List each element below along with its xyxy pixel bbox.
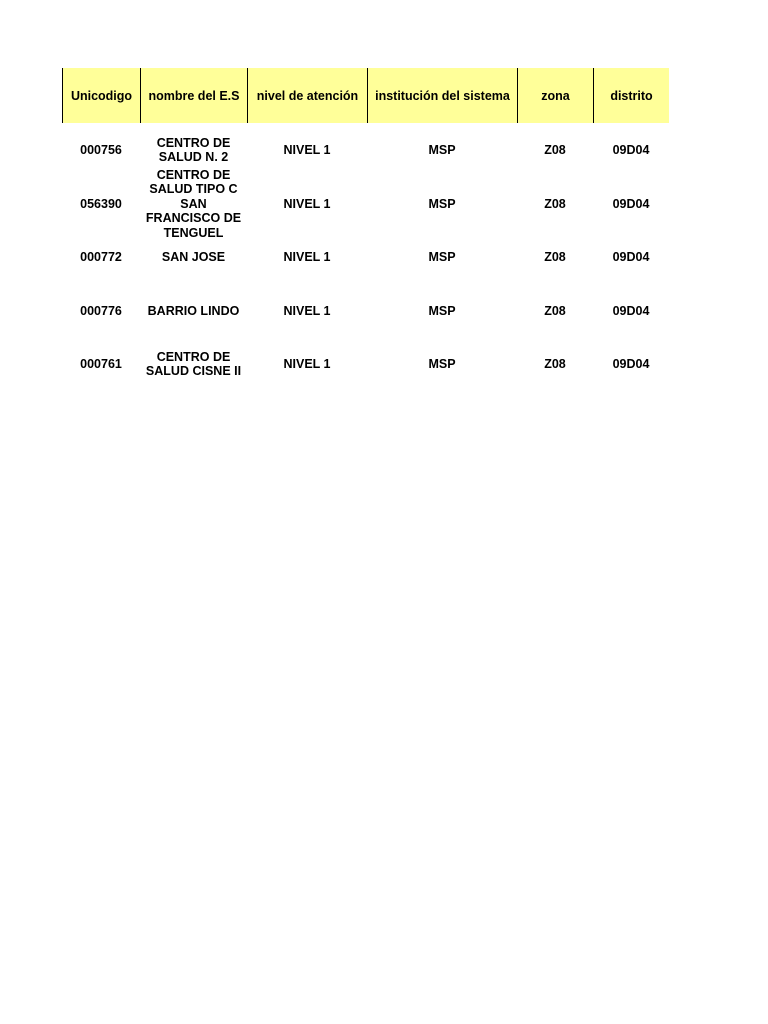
- cell-unicodigo: 000772: [80, 250, 122, 264]
- cell-zona: Z08: [544, 303, 566, 318]
- header-row: [62, 68, 669, 123]
- header-distrito: distrito: [593, 68, 669, 123]
- header-institucion: institución del sistema: [367, 68, 517, 123]
- header-nombre: nombre del E.S: [140, 68, 247, 123]
- cell-zona: Z08: [544, 142, 566, 157]
- cell-zona: Z08: [544, 357, 566, 371]
- cell-zona: Z08: [544, 196, 566, 211]
- table-row: [62, 284, 669, 338]
- cell-institucion: MSP: [428, 303, 456, 318]
- cell-nombre: CENTRO DE SALUD CISNE II: [145, 349, 242, 379]
- cell-nivel: NIVEL 1: [283, 357, 331, 371]
- cell-nivel: NIVEL 1: [283, 142, 331, 157]
- cell-institucion: MSP: [428, 357, 456, 371]
- header-unicodigo: Unicodigo: [62, 68, 140, 123]
- cell-unicodigo: 056390: [80, 196, 122, 211]
- cell-distrito: 09D04: [612, 142, 650, 157]
- cell-distrito: 09D04: [612, 250, 650, 264]
- cell-nivel: NIVEL 1: [283, 303, 331, 318]
- cell-institucion: MSP: [428, 250, 456, 264]
- cell-institucion: MSP: [428, 142, 456, 157]
- header-zona: zona: [517, 68, 593, 123]
- cell-zona: Z08: [544, 250, 566, 264]
- cell-distrito: 09D04: [612, 196, 650, 211]
- cell-distrito: 09D04: [612, 357, 650, 371]
- cell-nombre: BARRIO LINDO: [147, 303, 240, 318]
- cell-unicodigo: 000776: [80, 303, 122, 318]
- cell-unicodigo: 000756: [80, 142, 122, 157]
- cell-nivel: NIVEL 1: [283, 196, 331, 211]
- header-nivel: nivel de atención: [247, 68, 367, 123]
- table-row: [62, 167, 669, 240]
- table-row: [62, 231, 669, 285]
- cell-nombre: CENTRO DE SALUD N. 2: [156, 135, 231, 164]
- cell-nombre: SAN JOSE: [161, 250, 226, 264]
- spreadsheet-table: [62, 68, 669, 391]
- cell-nivel: NIVEL 1: [283, 250, 331, 264]
- cell-nombre: CENTRO DE SALUD TIPO C SAN FRANCISCO DE TENGUEL: [145, 167, 242, 240]
- table-row: [62, 338, 669, 392]
- cell-unicodigo: 000761: [80, 357, 122, 371]
- cell-distrito: 09D04: [612, 303, 650, 318]
- cell-institucion: MSP: [428, 196, 456, 211]
